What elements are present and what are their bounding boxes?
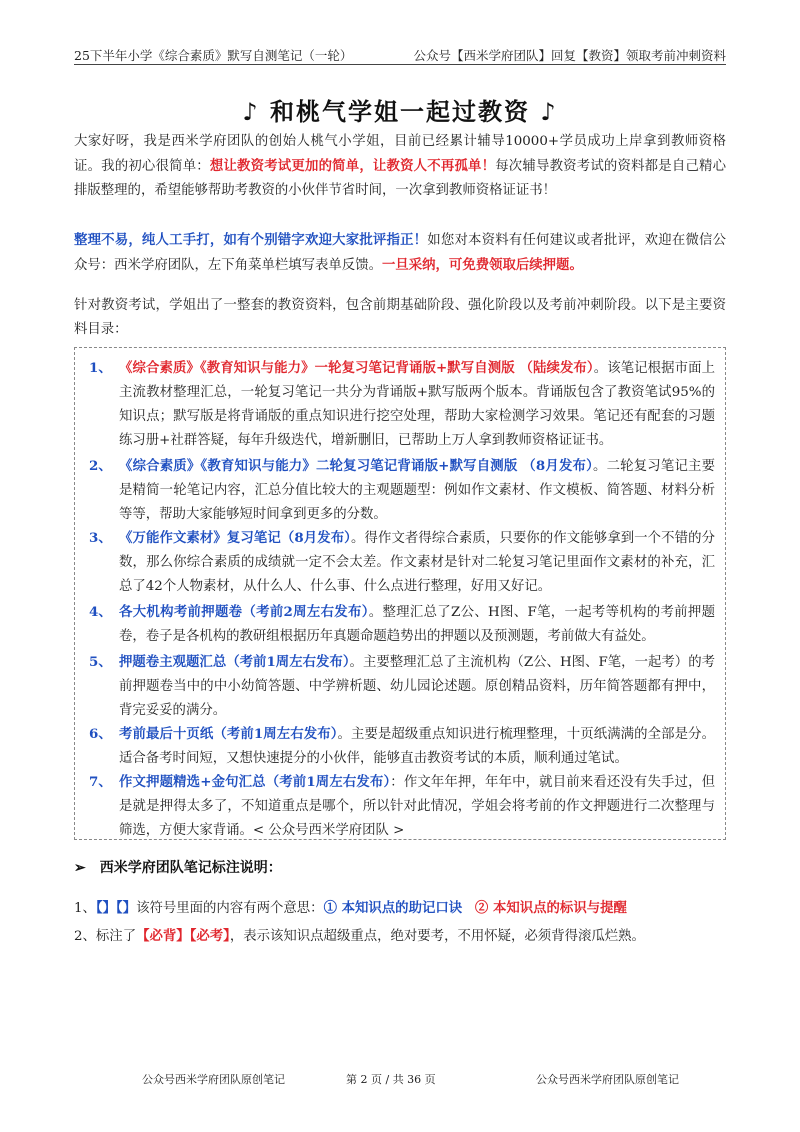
note-line-2 xyxy=(74,925,726,948)
note-text: 1、 xyxy=(74,901,96,916)
arrow-icon: ➢ xyxy=(74,860,86,876)
note-text: 该符号里面的内容有两个意思： xyxy=(136,901,324,916)
catalog-item-desc: 。二轮复习笔记主要是精简一轮笔记内容，汇总分值比较大的主观题题型：例如作文素材、作文模板、简答题、材料分析等等，帮助大家能够短时间拿到更多的分数。 xyxy=(119,459,716,522)
catalog-item-title: 作文押题精选+金句汇总（考前1周左右发布） xyxy=(119,774,391,790)
intro-text: 大家好呀，我是西米学府团队的创始人桃气小学姐，目前已经累计辅导10000+学员成功上岸拿到教师资格证。我的初心很简单： xyxy=(74,134,726,174)
page-number: 第 2 页 / 共 36 页 xyxy=(346,1073,436,1086)
catalog-item-title: 《综合素质》《教育知识与能力》一轮复习笔记背诵版+默写自测版 （陆续发布） xyxy=(119,360,594,376)
catalog-item-title: 押题卷主观题汇总（考前1周左右发布） xyxy=(119,654,350,670)
page-title: ♪ 和桃气学姐一起过教资 ♪ xyxy=(242,97,558,126)
catalog-item-number: 6、 xyxy=(89,726,112,742)
catalog-item xyxy=(83,454,715,527)
note-text: ，表示该知识点超级重点，绝对要考，不用怀疑，必须背得滚瓜烂熟。 xyxy=(229,929,645,944)
catalog-item-number: 4、 xyxy=(89,604,112,620)
catalog-item-title: 《综合素质》《教育知识与能力》二轮复习笔记背诵版+默写自测版 （8月发布） xyxy=(119,458,593,474)
section-heading xyxy=(74,857,282,877)
header-divider xyxy=(74,64,726,65)
note-highlight-red: 【必背】【必考】 xyxy=(136,928,230,944)
catalog-item-desc: 。主要是超级重点知识进行梳理整理，十页纸满满的全部是分。适合备考时间短，又想快速提分的小伙伴，能够直击教资考试的本质，顺利通过笔试。 xyxy=(119,727,715,766)
header-right: 公众号【西米学府团队】回复【教资】领取考前冲刺资料 xyxy=(413,48,726,63)
catalog-item-number: 5、 xyxy=(89,654,112,670)
intro-text: 每次辅导教资考试的资料都是自己精心排版整理的，希望能够帮助考教资的小伙伴节省时间，一次拿到教师资格证证书！ xyxy=(74,159,727,198)
note-highlight-blue: ① 本知识点的助记口诀 xyxy=(323,900,463,916)
intro-paragraph-1 xyxy=(74,130,726,203)
catalog-box xyxy=(74,347,726,840)
footer-left: 公众号西米学府团队原创笔记 xyxy=(142,1073,285,1086)
catalog-item-number: 2、 xyxy=(89,458,112,474)
note-brackets: 【】【】 xyxy=(95,900,137,916)
intro-highlight: 整理不易，纯人工手打，如有个别错字欢迎大家批评指正！ xyxy=(74,232,428,248)
header-left: 25下半年小学《综合素质》默写自测笔记（一轮） xyxy=(74,48,353,63)
catalog-item-number: 1、 xyxy=(89,360,112,376)
catalog-item-number: 3、 xyxy=(89,530,112,546)
section-heading-text: 西米学府团队笔记标注说明： xyxy=(99,860,282,876)
footer-right: 公众号西米学府团队原创笔记 xyxy=(536,1073,679,1086)
intro-paragraph-3: 针对教资考试，学姐出了一整套的教资资料，包含前期基础阶段、强化阶段以及考前冲刺阶段。以下是主要资料目录： xyxy=(74,298,726,337)
catalog-item-title: 各大机构考前押题卷（考前2周左右发布） xyxy=(119,604,369,620)
catalog-item-desc: 。主要整理汇总了主流机构（Z公、H图、F笔，一起考）的考前押题卷当中的中小幼简答题、中学辨析题、幼儿园论述题。原创精品资料，历年简答题都有押中，背完妥妥的满分。 xyxy=(119,655,715,718)
catalog-item-desc: 。得作文者得综合素质，只要你的作文能够拿到一个不错的分数，那么你综合素质的成绩就一定不会太差。作文素材是针对二轮复习笔记里面作文素材的补充，汇总了42个人物素材，从什么人、什么事、什么点进行整理，好用又好记。 xyxy=(119,531,716,594)
note-highlight-red: ② 本知识点的标识与提醒 xyxy=(474,900,627,916)
note-line-1 xyxy=(74,897,726,920)
catalog-item-desc: ：作文年年押，年年中，就目前来看还没有失手过，但是就是押得太多了，不知道重点是哪个，所以针对此情况，学姐会将考前的作文押题进行二次整理与筛选，方便大家背诵。< 公众号西米学府团队 > xyxy=(119,775,715,838)
note-text: 2、标注了 xyxy=(74,929,137,944)
catalog-item-desc: 。整理汇总了Z公、H图、F笔，一起考等机构的考前押题卷，卷子是各机构的教研组根据历年真题命题趋势出的押题以及预测题，考前做大有益处。 xyxy=(119,605,715,644)
catalog-item xyxy=(83,770,715,843)
catalog-item xyxy=(83,600,715,649)
catalog-item xyxy=(83,526,715,599)
catalog-item-title: 《万能作文素材》复习笔记（8月发布） xyxy=(119,530,351,546)
intro-paragraph-2 xyxy=(74,228,726,278)
catalog-item xyxy=(83,650,715,723)
catalog-item xyxy=(83,356,715,453)
intro-highlight: 想让教资考试更加的简单，让教资人不再孤单！ xyxy=(209,158,496,174)
intro-text: 如您对本资料有任何建议或者批评，欢迎在微信公众号：西米学府团队，左下角菜单栏填写表单反馈。 xyxy=(74,233,727,273)
catalog-item-desc: 。该笔记根据市面上主流教材整理汇总，一轮复习笔记一共分为背诵版+默写版两个版本。背诵版包含了教资笔试95%的知识点；默写版是将背诵版的重点知识进行挖空处理，帮助大家检测学习效果。笔记还有配套的习题练习册+社群答疑，每年升级迭代，增新删旧，已帮助上万人拿到教师资格证证书。 xyxy=(119,361,716,448)
intro-highlight: 一旦采纳，可免费领取后续押题。 xyxy=(381,257,583,273)
catalog-item-title: 考前最后十页纸（考前1周左右发布） xyxy=(119,726,338,742)
catalog-item xyxy=(83,722,715,771)
catalog-item-number: 7、 xyxy=(89,774,112,790)
